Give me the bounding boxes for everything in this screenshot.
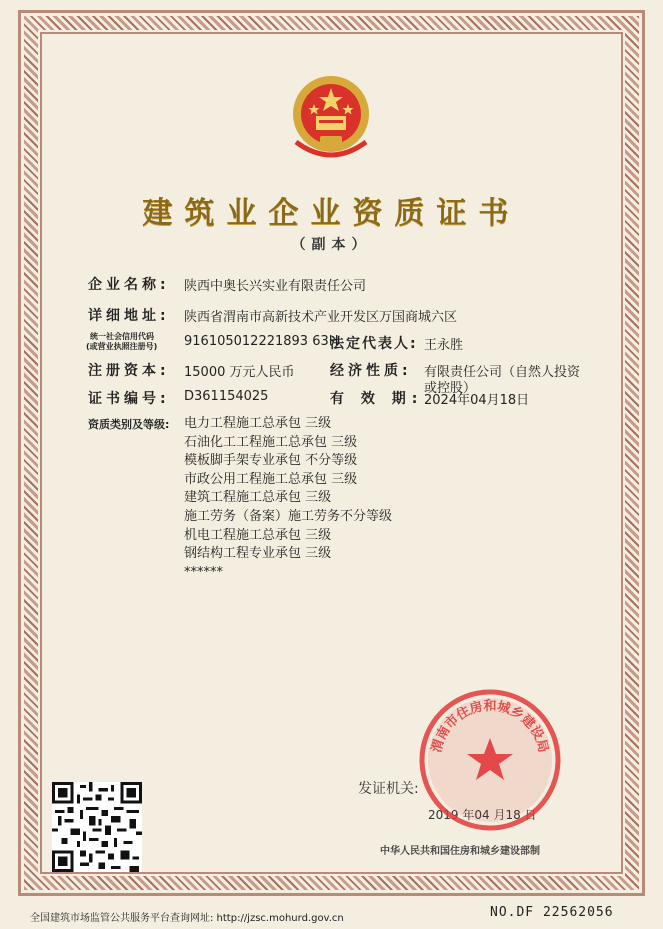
econ-nature-value-line2: 或控股） bbox=[424, 381, 477, 396]
certificate-title: 建筑业企业资质证书 bbox=[142, 196, 521, 231]
valid-until-label: 有 效 期: bbox=[330, 391, 424, 407]
serial-number: NO.DF 22562056 bbox=[490, 905, 614, 920]
legal-rep-value: 王永胜 bbox=[424, 338, 464, 353]
cert-no-value: D361154025 bbox=[184, 389, 269, 404]
qualification-item: 机电工程施工总承包 三级 bbox=[184, 527, 332, 543]
econ-nature-label: 经济性质: bbox=[330, 363, 412, 379]
qualification-item: 石油化工工程施工总承包 三级 bbox=[184, 434, 358, 450]
credit-code-label-line1: 统一社会信用代码 bbox=[90, 332, 154, 341]
official-seal-icon bbox=[410, 680, 570, 840]
issuer-label: 发证机关: bbox=[358, 781, 419, 797]
issue-date: 2019 年04 月18 日 bbox=[428, 808, 537, 822]
reg-capital-value: 15000 万元人民币 bbox=[184, 365, 295, 380]
qualification-item: 电力工程施工总承包 三级 bbox=[184, 416, 332, 431]
qualification-item: 模板脚手架专业承包 不分等级 bbox=[184, 453, 358, 469]
qualification-list bbox=[184, 415, 392, 582]
seal-text: 渭南市住房和城乡建设局 bbox=[429, 699, 551, 755]
qr-code-icon[interactable] bbox=[52, 782, 142, 872]
certificate-subtitle: （副本） bbox=[291, 237, 372, 253]
credit-code-value: 916105012221893 63H bbox=[184, 334, 339, 349]
company-name-value: 陕西中奥长兴实业有限责任公司 bbox=[184, 279, 367, 294]
qualification-item: 市政公用工程施工总承包 三级 bbox=[184, 471, 358, 487]
qualification-item: 建筑工程施工总承包 三级 bbox=[184, 490, 332, 506]
reg-capital-label: 注册资本: bbox=[88, 363, 170, 379]
verification-url[interactable]: 全国建筑市场监管公共服务平台查询网址: http://jzsc.mohurd.gov.cn bbox=[30, 913, 344, 924]
national-emblem-icon bbox=[290, 72, 372, 162]
address-value: 陕西省渭南市高新技术产业开发区万国商城六区 bbox=[184, 310, 458, 325]
credit-code-label-line2: (或营业执照注册号) bbox=[86, 342, 158, 351]
address-label: 详细地址: bbox=[88, 308, 170, 324]
company-name-label: 企业名称: bbox=[88, 277, 170, 293]
legal-rep-label: 法定代表人: bbox=[330, 336, 418, 352]
econ-nature-value-line1: 有限责任公司（自然人投资 bbox=[424, 365, 581, 380]
qualification-item: 钢结构工程专业承包 三级 bbox=[184, 546, 332, 562]
qualification-item: ****** bbox=[184, 564, 223, 580]
cert-no-label: 证书编号: bbox=[88, 391, 170, 407]
issuer-name: 中华人民共和国住房和城乡建设部制 bbox=[380, 846, 540, 857]
valid-until-value: 2024年04月18日 bbox=[424, 393, 530, 408]
qualification-label: 资质类别及等级: bbox=[88, 418, 170, 431]
qualification-item: 施工劳务（备案）施工劳务不分等级 bbox=[184, 508, 393, 524]
